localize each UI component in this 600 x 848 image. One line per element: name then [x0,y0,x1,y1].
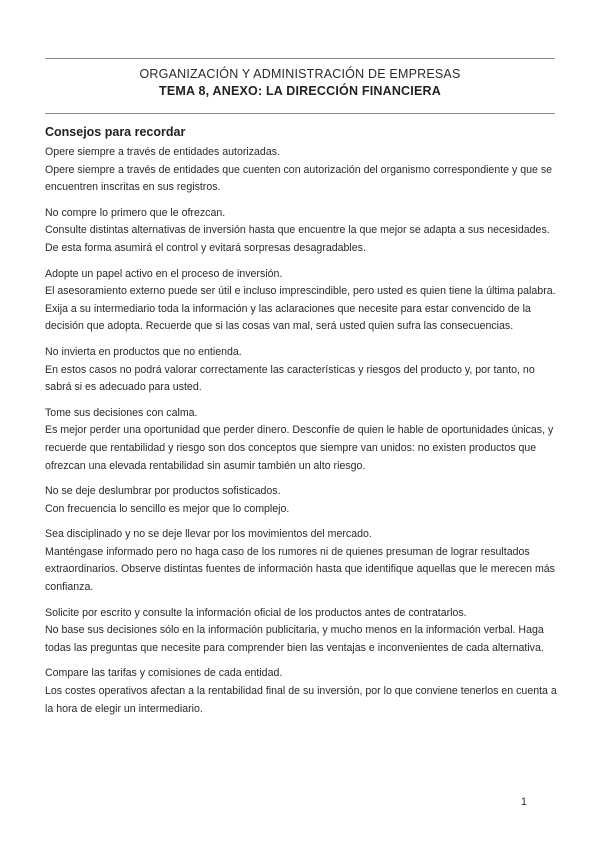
course-title: ORGANIZACIÓN Y ADMINISTRACIÓN DE EMPRESAS [139,67,461,81]
tip-item [45,526,557,596]
tip-heading: Sea disciplinado y no se deje llevar por los movimientos del mercado. [45,528,372,541]
page-number: 1 [520,796,527,808]
tip-heading: No compre lo primero que le ofrezcan. [45,206,226,219]
section-title: Consejos para recordar [45,125,186,139]
topic-title: TEMA 8, ANEXO: LA DIRECCIÓN FINANCIERA [159,84,441,98]
tip-heading: No invierta en productos que no entienda. [45,345,242,358]
page-header [45,66,555,100]
tip-heading: Solicite por escrito y consulte la información oficial de los productos antes de contratarlos. [45,606,467,619]
tip-body: Manténgase informado pero no haga caso de los rumores ni de quienes presuman de lograr resultados extraordinarios. Observe distintas fuentes de información hasta que identifique aquellas que le merecen más confianza. [45,545,555,594]
tip-body: El asesoramiento externo puede ser útil e incluso imprescindible, pero usted es quien tiene la última palabra. Exija a su intermediario toda la información y las aclaraciones que necesite para estar convencido de la decisión que adopta. Recuerde que si las cosas van mal, será usted quien sufra las consecuencias. [45,285,556,333]
tip-body: No base sus decisiones sólo en la información publicitaria, y mucho menos en la información verbal. Haga todas las preguntas que necesite para comprender bien las ventajas e inconvenientes de cada alternativa. [45,624,544,654]
document-body [45,124,557,726]
tip-item [45,205,557,258]
tip-heading: Tome sus decisiones con calma. [45,406,198,419]
tip-heading: Opere siempre a través de entidades autorizadas. [45,146,280,158]
tip-body: En estos casos no podrá valorar correctamente las características y riesgos del producto y, por tanto, no sabrá si es adecuado para usted. [45,363,535,394]
tip-item [45,405,557,475]
tip-item [45,266,557,336]
tip-body: Consulte distintas alternativas de inversión hasta que encuentre la que mejor se adapta a sus necesidades. De esta forma asumirá el control y evitará sorpresas desagradables. [45,224,550,254]
tip-item [45,344,557,397]
tip-body: Es mejor perder una oportunidad que perder dinero. Desconfíe de quien le hable de oportunidades únicas, y recuerde que rentabilidad y riesgo son dos conceptos que siempre van unidos: no existen productos que ofrezcan una elevada rentabilidad sin asumir también un alto riesgo. [45,424,554,472]
tip-body: Opere siempre a través de entidades que cuenten con autorización del organismo correspondiente y que se encuentren inscritas en sus registros. [45,163,553,194]
tip-body: Los costes operativos afectan a la rentabilidad final de su inversión, por lo que conviene tenerlos en cuenta a la hora de elegir un intermediario. [45,685,557,715]
tip-item [45,144,557,197]
tip-item [45,483,557,518]
tip-item [45,605,557,658]
tip-heading: Compare las tarifas y comisiones de cada entidad. [45,667,283,680]
header-top-rule [45,58,555,59]
tip-body: Con frecuencia lo sencillo es mejor que lo complejo. [45,502,290,515]
tip-item [45,665,557,718]
header-bottom-rule [45,113,555,114]
tip-heading: Adopte un papel activo en el proceso de inversión. [45,267,283,280]
tip-heading: No se deje deslumbrar por productos sofisticados. [45,485,281,498]
